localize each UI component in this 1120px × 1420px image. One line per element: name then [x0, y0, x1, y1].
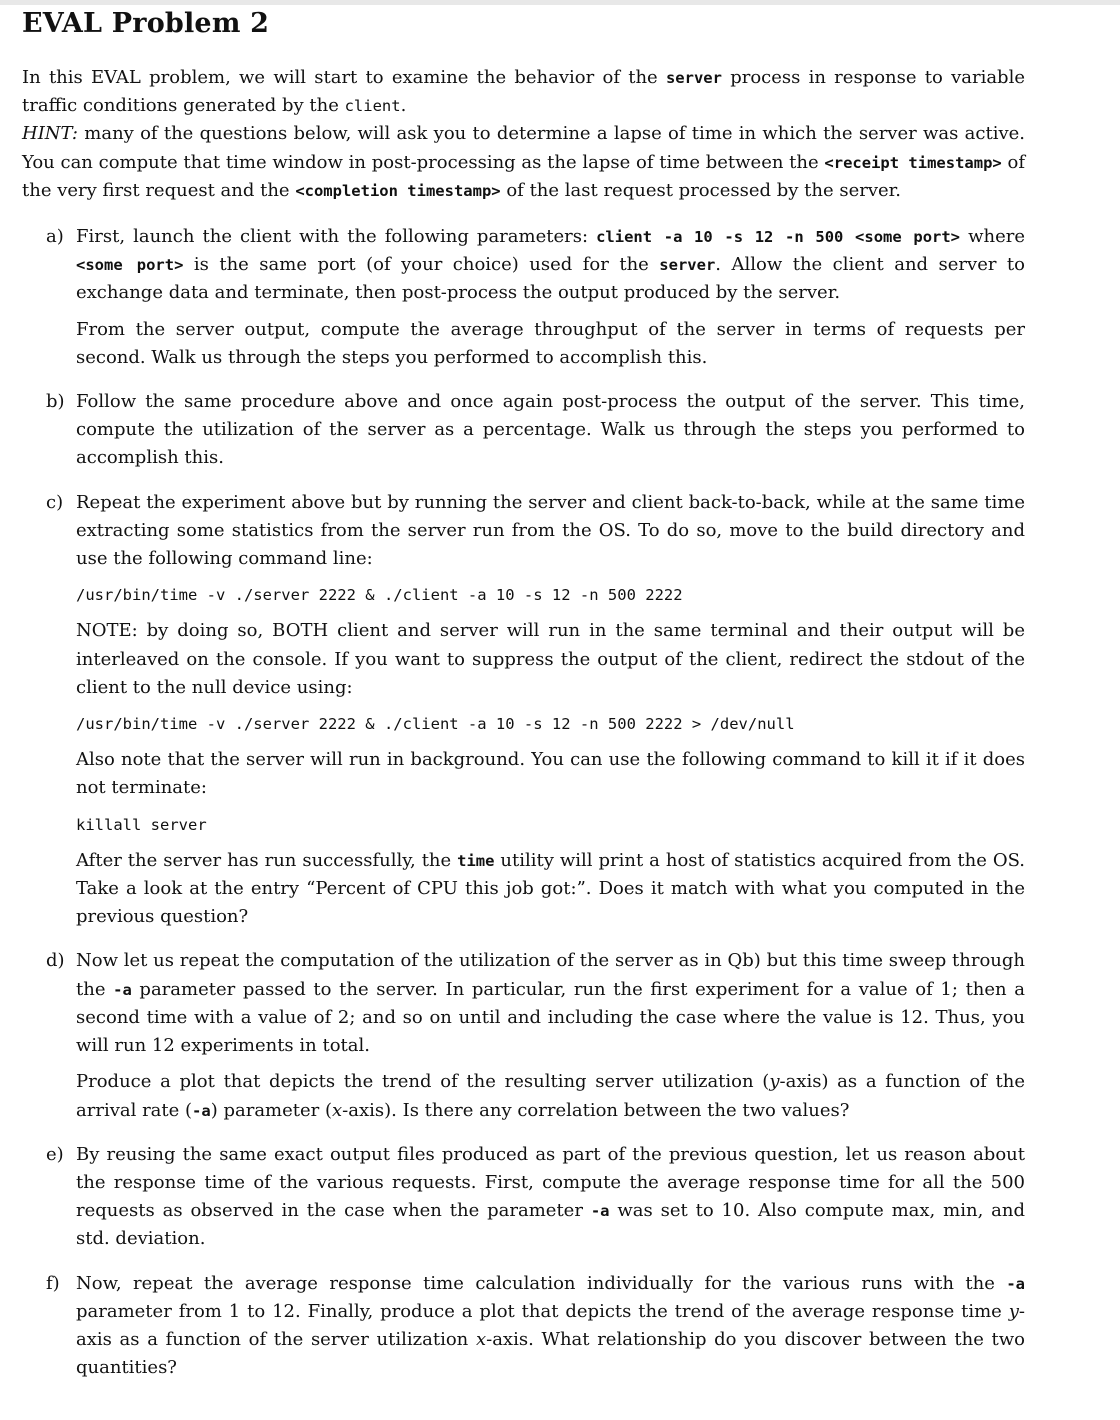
- question-c-paragraph-1: Repeat the experiment above but by running the server and client back-to-back, while at the same time extracting some statistics from the server run from the OS. To do so, move to the build directory and use the following command line:: [76, 491, 1025, 570]
- question-c-note: NOTE: by doing so, BOTH client and server will run in the same terminal and their output will be interleaved on the console. If you want to suppress the output of the client, redirect the stdout of the client to the null device using:: [76, 620, 1025, 698]
- some-port-code: <some port>: [76, 256, 184, 275]
- question-label: c): [46, 491, 64, 513]
- time-server-command: /usr/bin/time -v ./server 2222 & ./client -a 10 -s 12 -n 500 2222: [76, 586, 683, 605]
- server-code: server: [665, 69, 722, 87]
- a-flag-code: -a: [1006, 1274, 1025, 1293]
- hint-label: HINT:: [22, 123, 78, 145]
- question-c: [22, 489, 1025, 932]
- server-code: server: [659, 256, 716, 275]
- question-d: [22, 947, 1025, 1124]
- time-code: time: [457, 851, 495, 870]
- intro-paragraph: In this EVAL problem, we will start to examine the behavior of the server process in response to variable traffic conditions generated by the client.: [22, 67, 1025, 117]
- killall-command: killall server: [76, 815, 207, 834]
- question-c-paragraph-3: Also note that the server will run in background. You can use the following command to kill it if it does not terminate:: [76, 749, 1025, 799]
- question-b-text: Follow the same procedure above and once again post-process the output of the server. This time, compute the utilization of the server as a percentage. Walk us through the steps you performed to accomplish this.: [76, 391, 1025, 469]
- document-page: [22, 4, 1025, 1398]
- question-d-paragraph-2: Produce a plot that depicts the trend of the resulting server utilization (y-axis) as a function of the arrival rate (-a) parameter (x-axis). Is there any correlation between the two values?: [76, 1071, 1025, 1121]
- question-label: a): [46, 226, 64, 248]
- question-e-text: By reusing the same exact output files produced as part of the previous question, let us reason about the response time of the various requests. First, compute the average response time for all the 500 requests as observed in the case when the parameter -a was set to 10. Also compute max, min, and std. deviation.: [76, 1143, 1026, 1250]
- client-code: client: [344, 97, 401, 116]
- receipt-timestamp-code: <receipt timestamp>: [824, 153, 1002, 172]
- question-label: b): [46, 391, 65, 413]
- time-server-devnull-command: /usr/bin/time -v ./server 2222 & ./client -a 10 -s 12 -n 500 2222 > /dev/null: [76, 715, 795, 734]
- a-flag-code: -a: [192, 1101, 211, 1120]
- question-label: f): [46, 1272, 60, 1294]
- completion-timestamp-code: <completion timestamp>: [295, 181, 501, 200]
- question-f-text: Now, repeat the average response time calculation individually for the various runs with the -a parameter from 1 to 12. Finally, produce a plot that depicts the trend of the average response time y-axis as a function of the server utilization x-axis. What relationship do you discover between the two quantities?: [76, 1272, 1026, 1379]
- question-label: d): [46, 950, 65, 972]
- hint-paragraph: HINT: many of the questions below, will ask you to determine a lapse of time in which the server was active. You can compute that time window in post-processing as the lapse of time between the <receipt timestamp> of the very first request and the <completion timestamp> of the last request processed by the server.: [22, 123, 1025, 201]
- question-c-paragraph-4: After the server has run successfully, the time utility will print a host of statistics acquired from the OS. Take a look at the entry “Percent of CPU this job got:”. Does it match with what you computed in the previous question?: [76, 849, 1025, 928]
- question-a-paragraph-2: From the server output, compute the average throughput of the server in terms of requests per second. Walk us through the steps you performed to accomplish this.: [76, 318, 1025, 368]
- a-flag-code: -a: [590, 1202, 610, 1221]
- question-label: e): [46, 1143, 64, 1165]
- question-b: [22, 388, 1025, 473]
- question-d-paragraph-1: Now let us repeat the computation of the utilization of the server as in Qb) but this time sweep through the -a parameter passed to the server. In particular, run the first experiment for a value of 1; then a second time with a value of 2; and so on until and including the case where the value is 12. Thus, you will run 12 experiments in total.: [76, 950, 1026, 1057]
- question-f: [22, 1270, 1025, 1383]
- question-a: a) First, launch the client with the following parameters: client -a 10 -s 12 -n 500 <some port> where <some port> is the same port (of your choice) used for the server. Allow the client and server to exchange data and terminate, then post-process the output produced by the server. From the server output, compute the average throughput of the server in terms of requests per second. Walk us through the steps you performed to accomplish this.: [22, 223, 1025, 372]
- question-e: [22, 1141, 1025, 1254]
- intro-section: [22, 64, 1025, 205]
- client-command-code: client -a 10 -s 12 -n 500 <some port>: [596, 228, 961, 247]
- a-flag-code: -a: [113, 980, 132, 999]
- page-title: EVAL Problem 2: [22, 8, 270, 39]
- question-list: [22, 223, 1025, 1382]
